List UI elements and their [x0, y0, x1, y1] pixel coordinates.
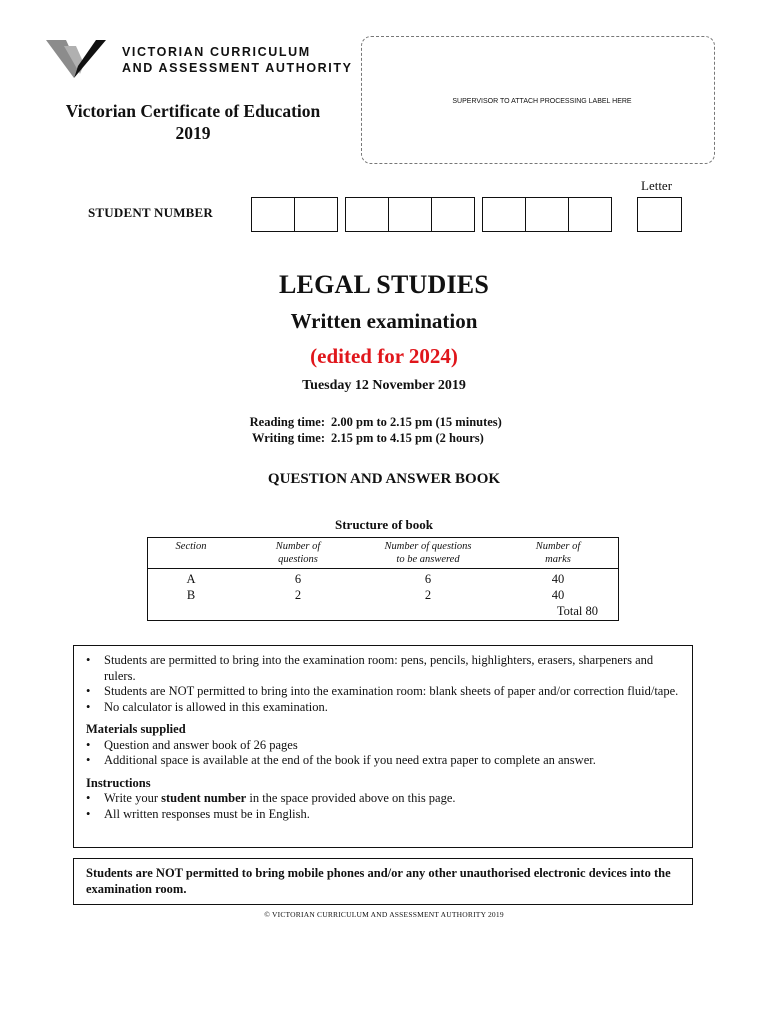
- row-b-answered: 2: [424, 588, 432, 602]
- permitted-items: Students are permitted to bring into the examination room: pens, pencils, highlighters, erasers, sharpeners and rulers.: [104, 653, 654, 683]
- student-number-cell[interactable]: [294, 197, 338, 232]
- authority-name: [122, 44, 353, 76]
- materials-item: Additional space is available at the end of the book if you need extra paper to complete an answer.: [104, 753, 596, 767]
- instruction-text: in the space provided above on this page.: [246, 791, 456, 805]
- row-b-questions: 2: [294, 588, 302, 602]
- bullet-glyph: •: [86, 737, 91, 752]
- bullet-glyph: •: [86, 806, 91, 821]
- structure-table: [147, 537, 619, 621]
- exam-date: Tuesday 12 November 2019: [302, 378, 466, 393]
- not-permitted-items: Students are NOT permitted to bring into the examination room: blank sheets of paper and/or correction fluid/tape.: [104, 684, 679, 698]
- list-item: [86, 753, 680, 769]
- header-section: Section: [175, 541, 207, 552]
- bullet-glyph: •: [86, 684, 91, 698]
- writing-time-label: Writing time:: [251, 431, 325, 445]
- structure-title: Structure of book: [335, 517, 433, 532]
- subject-title: LEGAL STUDIES: [279, 270, 489, 299]
- student-number-cell[interactable]: [345, 197, 389, 232]
- row-b-section: B: [186, 588, 196, 602]
- bullet-glyph: •: [86, 791, 91, 805]
- student-number-group-2[interactable]: [345, 197, 475, 232]
- student-number-cell[interactable]: [388, 197, 432, 232]
- header-to-be-answered: Number of questions to be answered: [384, 541, 472, 565]
- certificate-year: 2019: [175, 123, 211, 143]
- letter-label: Letter: [641, 178, 673, 193]
- list-item: [86, 653, 680, 684]
- instructions-heading: Instructions: [86, 775, 151, 790]
- book-label: QUESTION AND ANSWER BOOK: [267, 471, 501, 487]
- authority-line1: VICTORIAN CURRICULUM: [122, 45, 311, 59]
- row-a-answered: 6: [424, 572, 432, 586]
- list-item: [86, 738, 680, 754]
- list-item: [86, 700, 680, 716]
- rules-box: [73, 645, 693, 848]
- exam-times: [220, 414, 502, 446]
- authority-line2: AND ASSESSMENT AUTHORITY: [122, 61, 353, 75]
- student-number-cell[interactable]: [251, 197, 295, 232]
- student-number-group-1[interactable]: [251, 197, 338, 232]
- row-b-marks: 40: [551, 588, 565, 602]
- certificate-name: Victorian Certificate of Education: [65, 101, 321, 121]
- materials-item: Question and answer book of 26 pages: [104, 737, 298, 752]
- bullet-glyph: •: [86, 653, 91, 667]
- student-number-emphasis: student number: [161, 791, 247, 805]
- list-item: [86, 684, 680, 700]
- copyright-notice: © VICTORIAN CURRICULUM AND ASSESSMENT AUTHORITY 2019: [264, 910, 504, 919]
- letter-cell[interactable]: [637, 197, 682, 232]
- calculator-rule: No calculator is allowed in this examination.: [104, 699, 328, 714]
- row-a-questions: 6: [294, 572, 302, 586]
- vcaa-logo: [46, 40, 116, 82]
- exam-type: Written examination: [290, 309, 478, 333]
- list-item: [86, 807, 680, 823]
- reading-time-row: [220, 414, 502, 430]
- instruction-item: [104, 791, 456, 807]
- instruction-item: All written responses must be in English.: [104, 806, 310, 821]
- instruction-text: Write your: [104, 791, 162, 805]
- reading-time-label: Reading time:: [249, 415, 325, 429]
- structure-header-row: [148, 538, 618, 569]
- writing-time-row: [220, 430, 502, 446]
- row-a-marks: 40: [551, 572, 565, 586]
- certificate-title: [40, 100, 346, 144]
- bullet-glyph: •: [86, 699, 91, 714]
- student-number-boxes[interactable]: [251, 197, 619, 232]
- bullet-glyph: •: [86, 753, 91, 767]
- student-number-cell[interactable]: [568, 197, 612, 232]
- materials-heading: Materials supplied: [86, 722, 186, 736]
- writing-time-value: 2.15 pm to 4.15 pm (2 hours): [331, 431, 484, 445]
- student-number-group-3[interactable]: [482, 197, 612, 232]
- student-number-cell[interactable]: [431, 197, 475, 232]
- row-a-section: A: [186, 572, 196, 586]
- student-number-cell[interactable]: [482, 197, 526, 232]
- student-number-label: STUDENT NUMBER: [88, 205, 213, 220]
- supervisor-label-text: SUPERVISOR TO ATTACH PROCESSING LABEL HERE: [452, 98, 632, 105]
- mobile-phone-warning: Students are NOT permitted to bring mobile phones and/or any other unauthorised electronic devices into the examination room.: [73, 858, 693, 905]
- student-number-cell[interactable]: [525, 197, 569, 232]
- list-item: [86, 791, 680, 807]
- total-marks: Total 80: [556, 604, 598, 618]
- header-marks: Number of marks: [535, 541, 581, 565]
- edited-note: (edited for 2024): [310, 344, 458, 368]
- reading-time-value: 2.00 pm to 2.15 pm (15 minutes): [331, 415, 502, 429]
- header-num-questions: Number of questions: [275, 541, 321, 565]
